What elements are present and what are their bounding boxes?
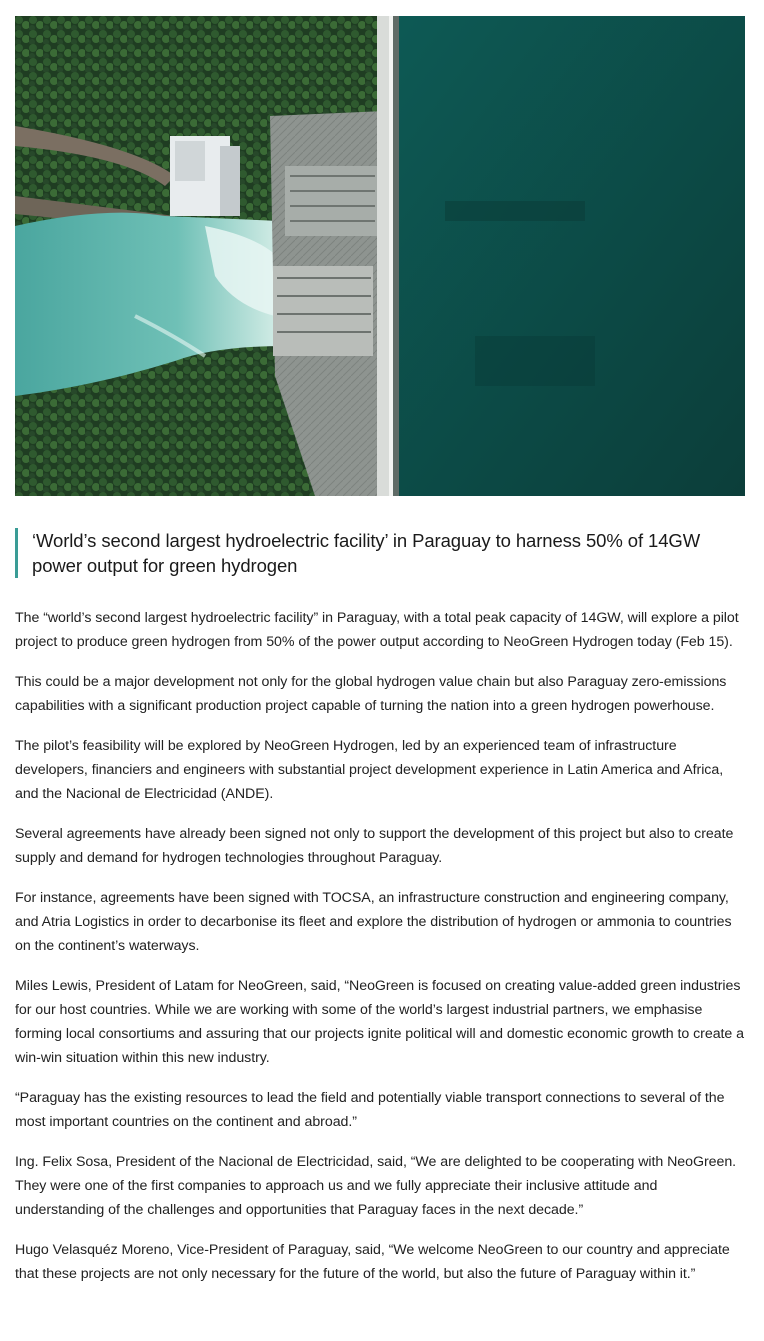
hydro-dam-illustration [15,16,745,496]
article-body [15,606,747,1302]
paragraph: Ing. Felix Sosa, President of the Nacional de Electricidad, said, “We are delighted to be cooperating with NeoGreen. They were one of the first companies to approach us and we fully appreciate their inclusive attitude and understanding of the challenges and opportunities that Paraguay faces in the next decade.” [15,1154,737,1218]
hero-image [15,16,745,496]
paragraph: Hugo Velasquéz Moreno, Vice-President of Paraguay, said, “We welcome NeoGreen to our country and appreciate that these projects are not only necessary for the future of the world, but also the future of Paraguay within it.” [15,1242,730,1282]
paragraph: Miles Lewis, President of Latam for NeoGreen, said, “NeoGreen is focused on creating value-added green industries for our host countries. While we are working with some of the world’s largest industrial partners, we emphasise forming local consortiums and assuring that our projects ignite political will and domestic economic growth to create a win-win situation within this new industry. [15,978,745,1066]
paragraph: This could be a major development not only for the global hydrogen value chain but also Paraguay zero-emissions capabilities with a significant production project capable of turning the nation into a green hydrogen powerhouse. [15,674,727,714]
paragraph: The “world’s second largest hydroelectric facility” in Paraguay, with a total peak capacity of 14GW, will explore a pilot project to produce green hydrogen from 50% of the power output according to NeoGreen Hydrogen today (Feb 15). [15,610,739,650]
paragraph: The pilot’s feasibility will be explored by NeoGreen Hydrogen, led by an experienced team of infrastructure developers, financiers and engineers with substantial project development experience in Latin America and Africa, and the Nacional de Electricidad (ANDE). [15,738,724,802]
article-headline: ‘World’s second largest hydroelectric facility’ in Paraguay to harness 50% of 14GW power output for green hydrogen [32,530,701,576]
paragraph: “Paraguay has the existing resources to lead the field and potentially viable transport connections to several of the most important countries on the continent and abroad.” [15,1090,725,1130]
headline-block [15,528,735,578]
paragraph: Several agreements have already been signed not only to support the development of this project but also to create supply and demand for hydrogen technologies throughout Paraguay. [15,826,734,866]
paragraph: For instance, agreements have been signed with TOCSA, an infrastructure construction and engineering company, and Atria Logistics in order to decarbonise its fleet and explore the distribution of hydrogen or ammonia to countries on the continent’s waterways. [15,890,732,954]
